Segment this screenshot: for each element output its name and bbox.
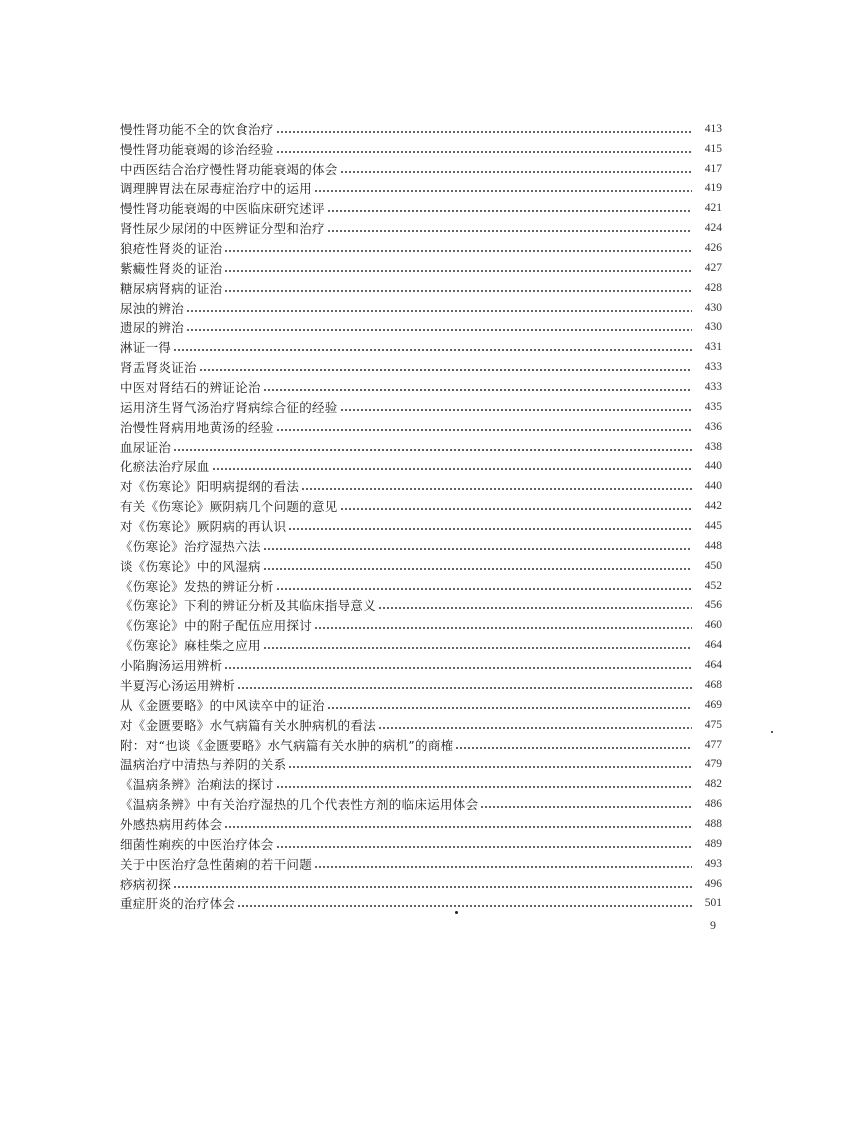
toc-entry [120, 675, 722, 695]
dot-leader [276, 131, 692, 133]
toc-entry [120, 218, 722, 238]
toc-entry [120, 834, 722, 854]
toc-entry-page: 468 [704, 678, 722, 691]
toc-entry [120, 635, 722, 655]
dot-leader [340, 409, 692, 411]
toc-entry [120, 516, 722, 536]
toc-entry [120, 874, 722, 894]
toc-entry-title: 重症肝炎的治疗体会 [120, 896, 236, 912]
toc-entry-page: 431 [704, 341, 722, 354]
dot-leader [224, 667, 692, 669]
dot-leader [378, 727, 692, 729]
toc-entry-title: 谈《伤寒论》中的风湿病 [120, 558, 261, 574]
dot-leader [186, 310, 692, 312]
toc-entry [120, 536, 722, 556]
toc-entry-page: 428 [704, 281, 722, 294]
toc-entry-title: 化瘀法治疗尿血 [120, 459, 210, 475]
toc-entry [120, 814, 722, 834]
dot-leader [378, 607, 692, 609]
toc-entry [120, 258, 722, 278]
toc-entry-title: 痧病初探 [120, 876, 172, 892]
toc-entry-page: 464 [704, 659, 722, 672]
toc-entry-title: 慢性肾功能不全的饮食治疗 [120, 121, 274, 137]
toc-entry-title: 遗尿的辨治 [120, 320, 185, 336]
toc-entry-page: 445 [704, 520, 722, 533]
dot-leader [237, 905, 692, 907]
toc-entry-title: 《伤寒论》发热的辨证分析 [120, 578, 274, 594]
toc-entry [120, 695, 722, 715]
toc-entry [120, 794, 722, 814]
toc-entry-title: 有关《伤寒论》厥阴病几个问题的意见 [120, 499, 338, 515]
toc-entry-page: 430 [704, 321, 722, 334]
toc-entry-title: 中西医结合治疗慢性肾功能衰竭的体会 [120, 161, 338, 177]
toc-entry-page: 417 [704, 162, 722, 175]
toc-entry-page: 464 [704, 639, 722, 652]
toc-entry-page: 438 [704, 440, 722, 453]
toc-entry [120, 556, 722, 576]
dot-leader [288, 528, 692, 530]
dot-leader [327, 230, 692, 232]
dot-leader [224, 250, 692, 252]
toc-entry-title: 半夏泻心汤运用辨析 [120, 677, 236, 693]
toc-entry [120, 139, 722, 159]
dot-leader [314, 190, 692, 192]
toc-entry-page: 489 [704, 837, 722, 850]
toc-entry-page: 415 [704, 142, 722, 155]
toc-entry-page: 430 [704, 301, 722, 314]
toc-entry [120, 755, 722, 775]
toc-entry [120, 735, 722, 755]
toc-entry [120, 596, 722, 616]
toc-entry-title: 慢性肾功能衰竭的诊治经验 [120, 141, 274, 157]
toc-entry-title: 慢性肾功能衰竭的中医临床研究述评 [120, 201, 325, 217]
dot-leader [276, 846, 692, 848]
dot-leader [340, 508, 692, 510]
toc-entry-title: 对《金匮要略》水气病篇有关水肿病机的看法 [120, 717, 377, 733]
page-number: 9 [710, 918, 716, 932]
dot-leader [263, 647, 692, 649]
toc-entry-page: 427 [704, 261, 722, 274]
toc-entry [120, 715, 722, 735]
toc-entry [120, 894, 722, 914]
toc-entry-title: 淋证一得 [120, 340, 172, 356]
toc-entry [120, 496, 722, 516]
toc-entry-title: 尿浊的辨治 [120, 300, 185, 316]
toc-entry-title: 关于中医治疗急性菌痢的若干问题 [120, 856, 313, 872]
toc-entry [120, 238, 722, 258]
toc-entry-page: 421 [704, 202, 722, 215]
toc-entry [120, 298, 722, 318]
toc-entry [120, 119, 722, 139]
toc-entry-page: 456 [704, 599, 722, 612]
toc-entry [120, 476, 722, 496]
toc-entry [120, 655, 722, 675]
dot-leader [263, 548, 692, 550]
toc-entry-title: 《伤寒论》治疗湿热六法 [120, 538, 261, 554]
toc-entry-page: 501 [704, 897, 722, 910]
toc-entry-page: 419 [704, 182, 722, 195]
toc-entry-page: 435 [704, 400, 722, 413]
toc-entry-title: 调理脾胃法在尿毒症治疗中的运用 [120, 181, 313, 197]
dot-leader [276, 429, 692, 431]
toc-entry-title: 肾性尿少尿闭的中医辨证分型和治疗 [120, 221, 325, 237]
toc-entry [120, 318, 722, 338]
toc-entry-page: 424 [704, 222, 722, 235]
toc-entry-title: 《温病条辨》中有关治疗湿热的几个代表性方剂的临床运用体会 [120, 797, 479, 813]
toc-entry-title: 小陷胸汤运用辨析 [120, 658, 223, 674]
dot-leader [224, 290, 692, 292]
dot-leader [314, 866, 692, 868]
dot-leader [327, 707, 692, 709]
toc-entry [120, 159, 722, 179]
dot-leader [340, 171, 692, 173]
dot-leader [276, 151, 692, 153]
dot-leader [288, 766, 692, 768]
toc-entry-title: 《伤寒论》中的附子配伍应用探讨 [120, 618, 313, 634]
toc-entry-page: 486 [704, 798, 722, 811]
toc-entry-page: 452 [704, 579, 722, 592]
toc-entry-title: 对《伤寒论》厥阴病的再认识 [120, 519, 287, 535]
dot-leader [455, 747, 692, 749]
dot-leader [224, 270, 692, 272]
toc-entry-title: 温病治疗中清热与养阴的关系 [120, 757, 287, 773]
dot-leader [212, 468, 692, 470]
toc-entry [120, 615, 722, 635]
dot-leader [314, 627, 692, 629]
dot-leader [301, 488, 692, 490]
toc-entry-title: 《伤寒论》麻桂柴之应用 [120, 638, 261, 654]
toc-entry [120, 774, 722, 794]
toc-entry-page: 479 [704, 758, 722, 771]
toc-entry-title: 血尿证治 [120, 439, 172, 455]
toc-entry-title: 中医对肾结石的辨证论治 [120, 380, 261, 396]
toc-entry-page: 413 [704, 122, 722, 135]
toc-entry-page: 448 [704, 539, 722, 552]
toc-entry-title: 外感热病用药体会 [120, 816, 223, 832]
toc-entry-page: 493 [704, 857, 722, 870]
toc-entry [120, 179, 722, 199]
table-of-contents [120, 119, 722, 913]
dot-leader [173, 449, 692, 451]
scan-speck [455, 911, 458, 914]
toc-entry-title: 糖尿病肾病的证治 [120, 280, 223, 296]
toc-entry-page: 496 [704, 877, 722, 890]
dot-leader [224, 826, 692, 828]
toc-entry-title: 从《金匮要略》的中风读卒中的证治 [120, 697, 325, 713]
dot-leader [199, 369, 692, 371]
toc-entry [120, 854, 722, 874]
toc-entry-page: 477 [704, 738, 722, 751]
toc-entry [120, 278, 722, 298]
toc-entry-page: 460 [704, 619, 722, 632]
toc-entry-page: 450 [704, 559, 722, 572]
toc-entry-title: 紫癜性肾炎的证治 [120, 260, 223, 276]
toc-entry [120, 417, 722, 437]
toc-entry [120, 198, 722, 218]
toc-entry [120, 576, 722, 596]
scan-speck [771, 731, 773, 733]
dot-leader [237, 687, 692, 689]
toc-entry-page: 426 [704, 242, 722, 255]
toc-entry-title: 细菌性痢疾的中医治疗体会 [120, 836, 274, 852]
toc-entry-page: 442 [704, 500, 722, 513]
toc-entry-title: 对《伤寒论》阳明病提纲的看法 [120, 479, 300, 495]
toc-entry-page: 482 [704, 778, 722, 791]
toc-entry [120, 337, 722, 357]
toc-entry [120, 357, 722, 377]
dot-leader [480, 806, 692, 808]
toc-entry-page: 440 [704, 480, 722, 493]
dot-leader [327, 210, 692, 212]
dot-leader [173, 886, 692, 888]
toc-entry-title: 治慢性肾病用地黄汤的经验 [120, 419, 274, 435]
dot-leader [263, 568, 692, 570]
dot-leader [276, 786, 692, 788]
toc-entry-page: 488 [704, 817, 722, 830]
toc-entry [120, 397, 722, 417]
toc-entry [120, 457, 722, 477]
dot-leader [186, 329, 692, 331]
toc-entry-title: 运用济生肾气汤治疗肾病综合征的经验 [120, 399, 338, 415]
toc-entry-title: 附：对“也谈《金匮要略》水气病篇有关水肿的病机”的商榷 [120, 737, 454, 753]
toc-entry-title: 《温病条辨》治痢法的探讨 [120, 777, 274, 793]
toc-entry-page: 440 [704, 460, 722, 473]
toc-entry-page: 433 [704, 381, 722, 394]
toc-entry-title: 肾盂肾炎证治 [120, 360, 197, 376]
toc-entry-title: 《伤寒论》下利的辨证分析及其临床指导意义 [120, 598, 377, 614]
toc-entry [120, 377, 722, 397]
toc-entry-page: 436 [704, 420, 722, 433]
toc-entry-title: 狼疮性肾炎的证治 [120, 241, 223, 257]
toc-entry-page: 475 [704, 718, 722, 731]
dot-leader [173, 349, 692, 351]
toc-entry [120, 437, 722, 457]
dot-leader [276, 588, 692, 590]
toc-entry-page: 433 [704, 361, 722, 374]
dot-leader [263, 389, 692, 391]
toc-entry-page: 469 [704, 698, 722, 711]
